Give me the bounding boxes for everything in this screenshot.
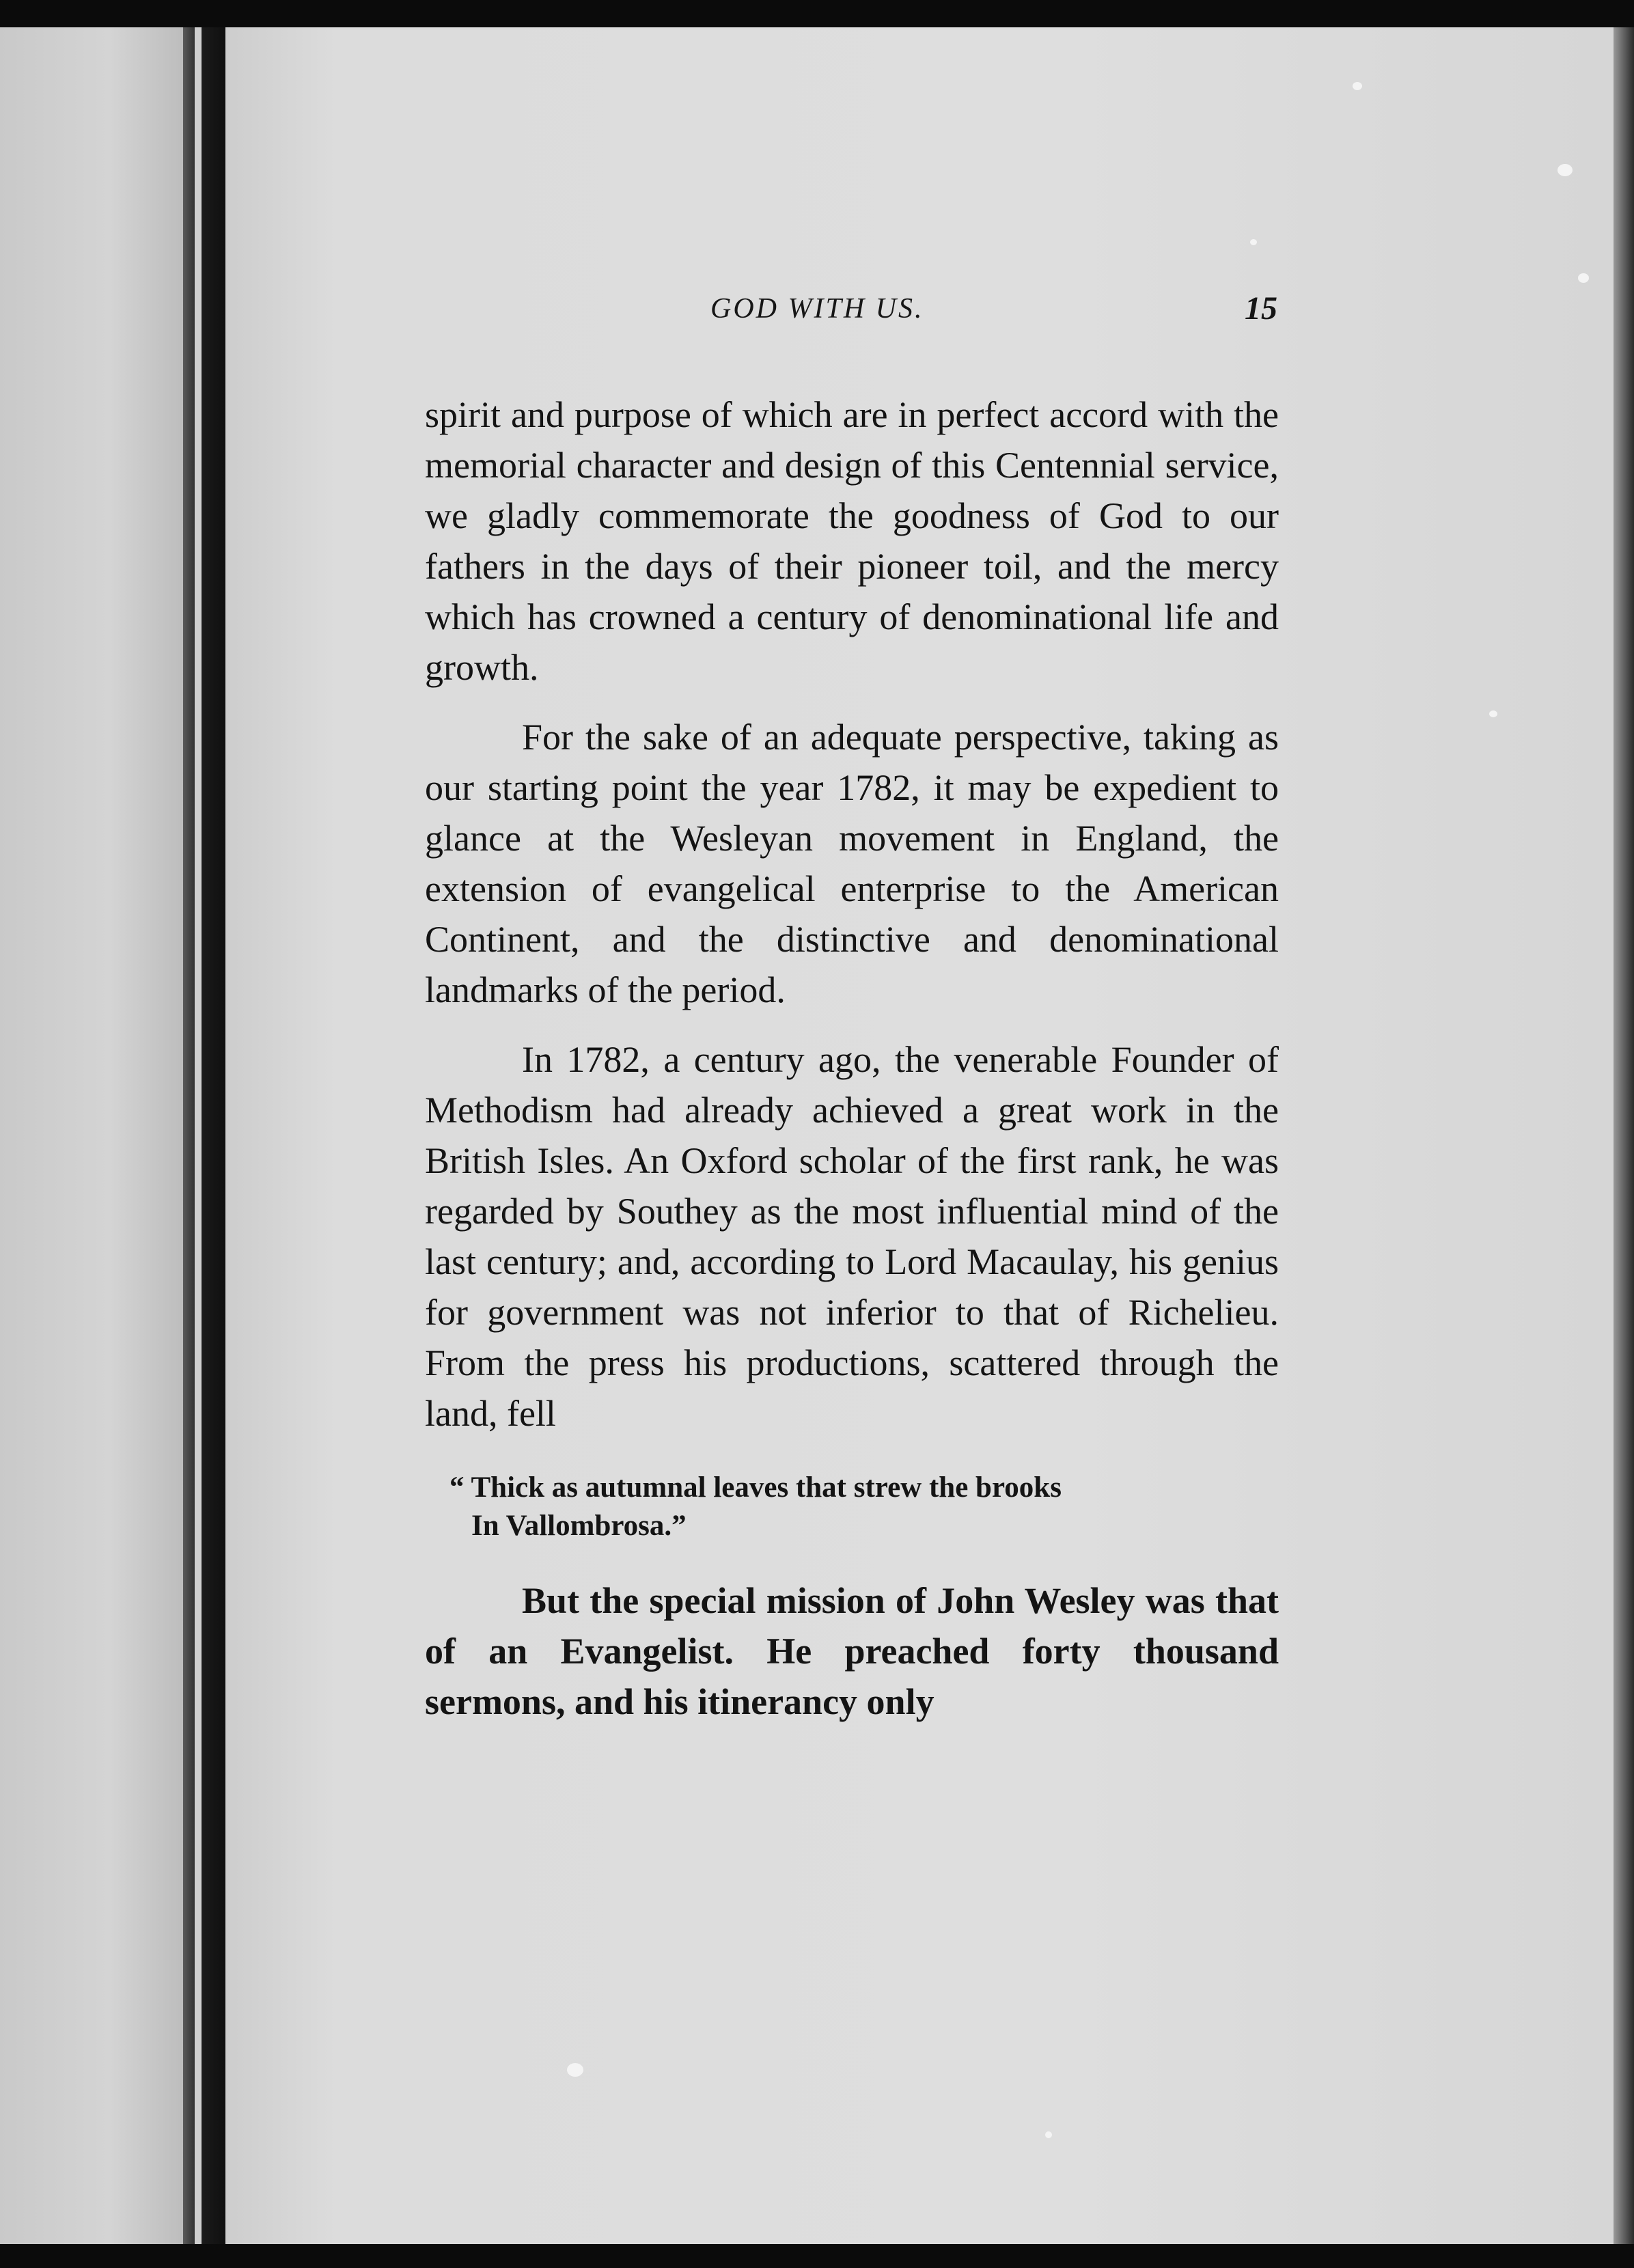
paper-speck: [1578, 273, 1589, 283]
paper-speck: [1489, 710, 1497, 717]
book-gutter: [183, 27, 225, 2244]
paragraph-1: spirit and purpose of which are in perfect accord with the memorial character and design of this Centennial service, we gladly commemorate the goodness of God to our fathers in the days of their pioneer toil, and the mercy which has crowned a century of denominational life and growth.: [425, 394, 1279, 688]
running-head: GOD WITH US.: [710, 293, 924, 324]
quote-line-1: “ Thick as autumnal leaves that strew the brooks: [449, 1471, 1062, 1504]
paragraph-4: But the special mission of John Wesley was that of an Evangelist. He preached forty thousand sermons, and his itinerancy only: [425, 1580, 1279, 1722]
gutter-highlight: [195, 27, 202, 2244]
paper-speck: [1353, 82, 1362, 90]
quote-line-2: In Vallombrosa.”: [471, 1510, 687, 1542]
right-page-edge: [1614, 27, 1634, 2244]
paper-speck: [1250, 239, 1257, 245]
paragraph-2: For the sake of an adequate perspective, taking as our starting point the year 1782, it may be expedient to glance at the Wesleyan movement in England, the extension of evangelical enterprise to the American Continent, and the distinctive and denominational landmarks of the period.: [425, 717, 1279, 1010]
page-number: 15: [1245, 290, 1277, 327]
body-text: [425, 389, 1279, 1727]
left-page-edge: [0, 27, 183, 2244]
block-quote: [449, 1469, 1279, 1545]
page-header: [710, 292, 1277, 340]
paper-speck: [1557, 164, 1573, 176]
paper-speck: [567, 2063, 583, 2077]
paragraph-3: In 1782, a century ago, the venerable Founder of Methodism had already achieved a great work in the British Isles. An Oxford scholar of the first rank, he was regarded by Southey as the most influential mind of the last century; and, according to Lord Macaulay, his genius for government was not inferior to that of Richelieu. From the press his productions, scattered through the land, fell: [425, 1039, 1279, 1434]
paper-speck: [1045, 2131, 1052, 2138]
